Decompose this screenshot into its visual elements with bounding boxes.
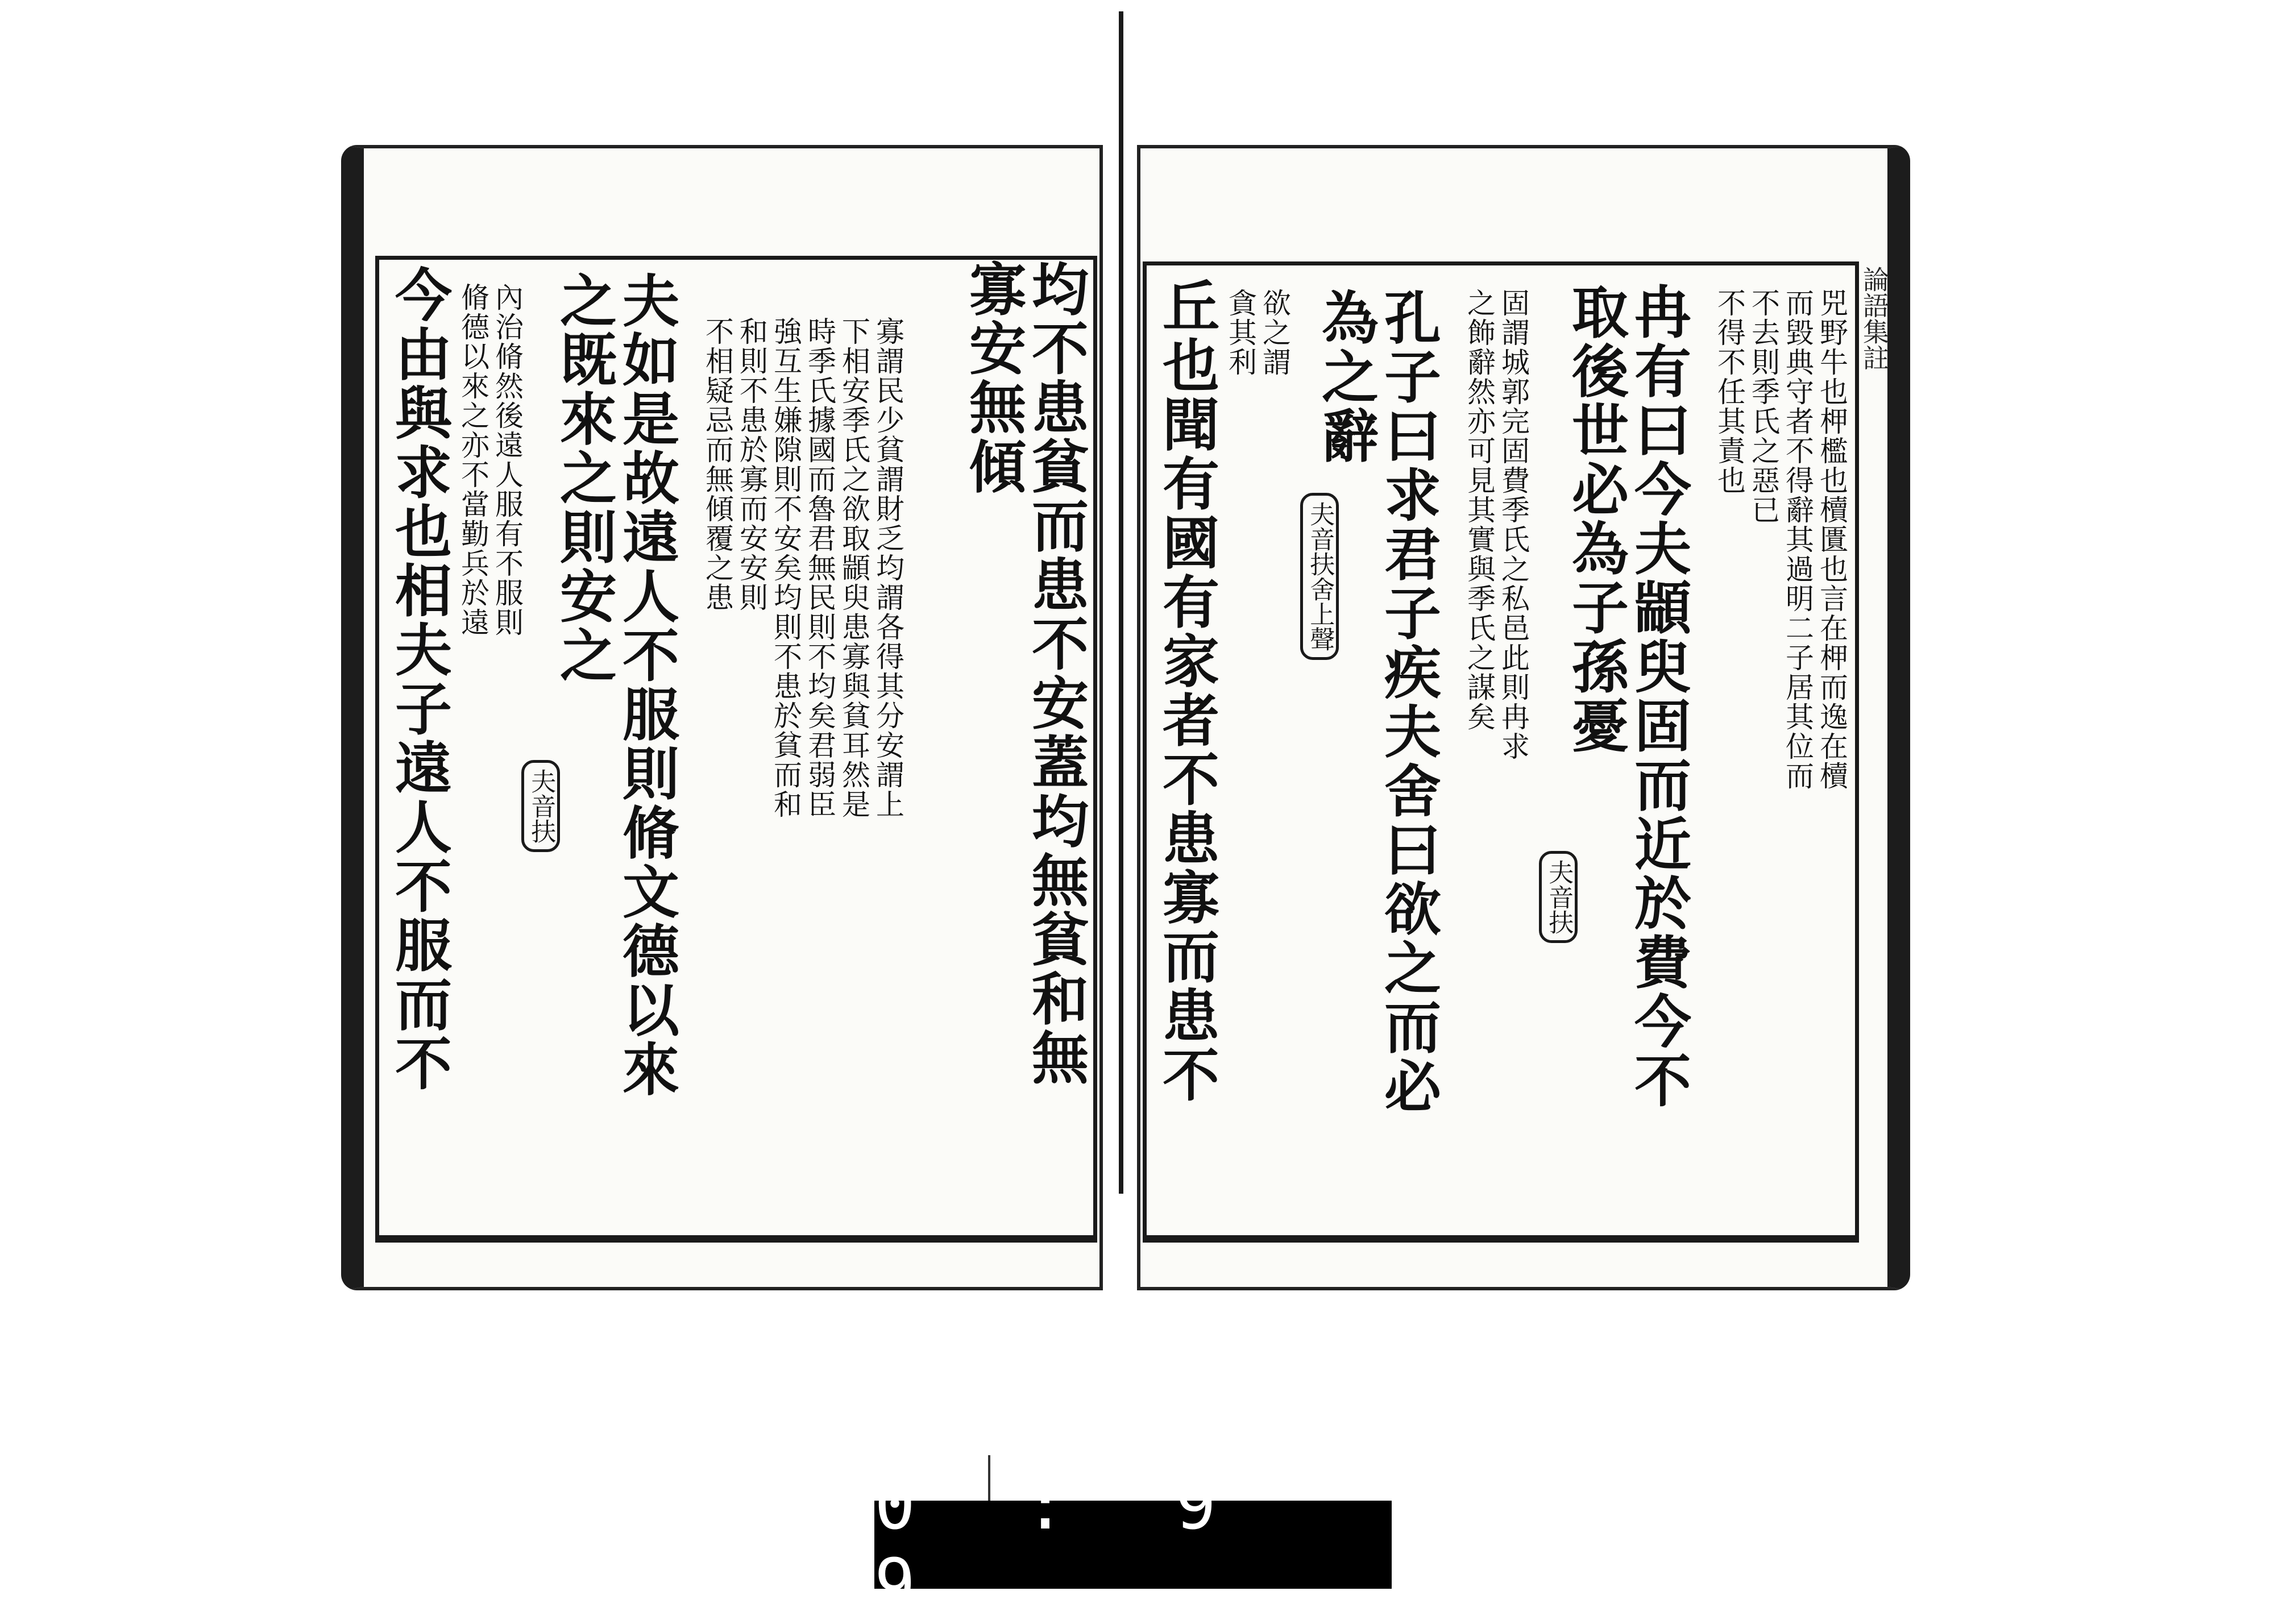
text-column: 之既來之則安之 [550, 271, 617, 685]
commentary-column: 固謂城郭完固費季氏之私邑此則冉求 [1497, 288, 1530, 761]
annotation-box: 夫音扶舍上聲 [1300, 493, 1339, 660]
page-number-label: 0 : 9 9 [874, 1501, 1392, 1589]
annotation-box: 夫音扶 [1539, 851, 1578, 943]
right-bottom-rule [1143, 1239, 1859, 1243]
commentary-column: 兕野牛也柙檻也櫝匱也言在柙而逸在櫝 [1815, 288, 1848, 791]
text-column: 為之辭 [1312, 288, 1379, 466]
text-column: 冉有曰今夫顓臾固而近於費今不 [1625, 283, 1692, 1110]
commentary-column: 強互生嫌隙則不安矣均則不患於貧而和 [769, 317, 802, 819]
commentary-column: 不相疑忌而無傾覆之患 [701, 317, 734, 612]
commentary-column: 脩德以來之亦不當勤兵於遠 [457, 283, 489, 637]
text-column: 夫如是故遠人不服則脩文德以來 [613, 271, 680, 1099]
spine-line [1119, 11, 1123, 1194]
text-column: 孔子曰求君子疾夫舍曰欲之而必 [1375, 288, 1442, 1116]
text-column: 寡安無傾 [960, 260, 1027, 496]
text-column: 取後世必為子孫憂 [1562, 283, 1629, 755]
left-bottom-rule [375, 1239, 1097, 1243]
commentary-column: 不去則季氏之惡已 [1747, 288, 1780, 525]
commentary-column: 不得不任其責也 [1713, 288, 1746, 495]
right-page-frame [1143, 261, 1859, 1239]
commentary-column: 寡謂民少貧謂財乏均謂各得其分安謂上 [872, 317, 904, 819]
commentary-column: 下相安季氏之欲取顓臾患寡與貧耳然是 [837, 317, 870, 819]
commentary-column: 之飾辭然亦可見其實與季氏之謀矣 [1463, 288, 1496, 732]
text-column: 今由與求也相夫子遠人不服而不 [385, 265, 453, 1093]
commentary-column: 而毀典守者不得辭其過明二子居其位而 [1781, 288, 1814, 791]
text-column: 丘也聞有國有家者不患寡而患不 [1153, 277, 1220, 1104]
commentary-column: 時季氏據國而魯君無民則不均矣君弱臣 [803, 317, 836, 819]
header-mark: 論語集註 [1859, 266, 1890, 371]
text-column: 均不患貧而患不安蓋均無貧和無 [1022, 260, 1089, 1087]
annotation-box: 夫音扶 [521, 760, 560, 852]
commentary-column: 欲之謂 [1258, 288, 1291, 377]
commentary-column: 貪其利 [1224, 288, 1257, 377]
commentary-column: 和則不患於寡而安安則 [735, 317, 768, 612]
left-page-frame [375, 256, 1097, 1239]
commentary-column: 內治脩然後遠人服有不服則 [491, 283, 524, 637]
